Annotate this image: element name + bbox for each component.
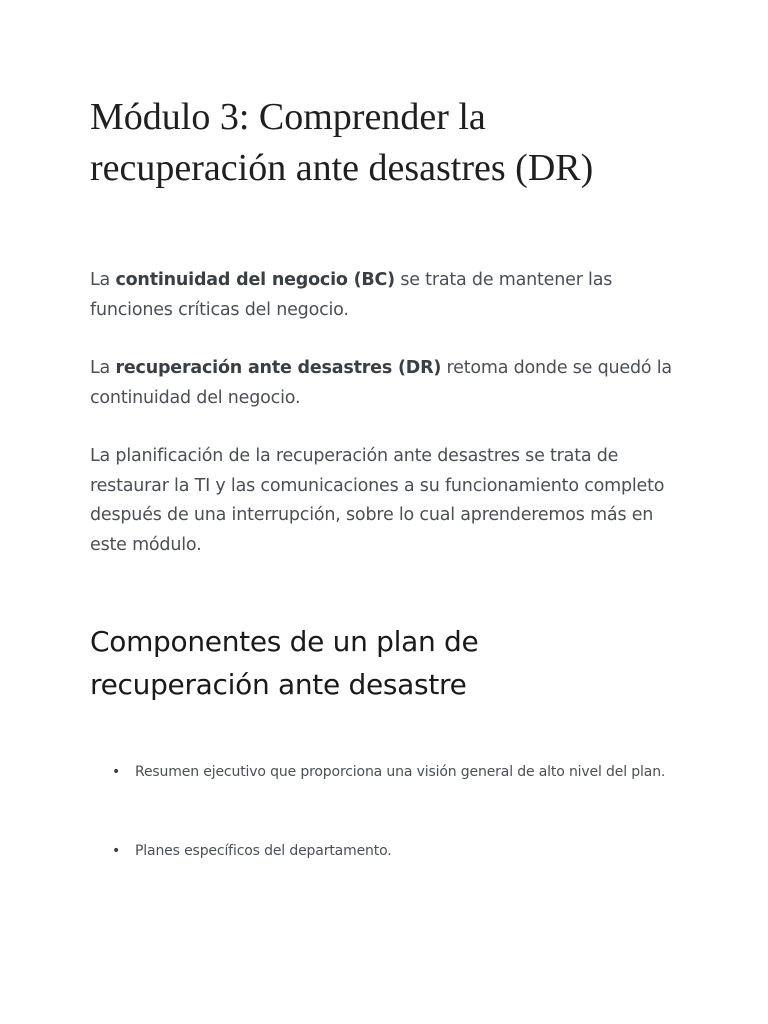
paragraph-suffix: retoma donde se quedó la continuidad del negocio.: [90, 358, 672, 408]
paragraph-disaster-recovery: [90, 354, 690, 413]
section-heading-line-2: recuperación ante desastre: [90, 668, 467, 701]
term-business-continuity: continuidad del negocio (BC): [115, 270, 395, 290]
paragraph-business-continuity: [90, 266, 690, 325]
bullet-icon: •: [112, 764, 121, 780]
page-title-line-2: recuperación ante desastres (DR): [90, 147, 594, 189]
term-disaster-recovery: recuperación ante desastres (DR): [115, 358, 442, 378]
page-title-line-1: Módulo 3: Comprender la: [90, 96, 486, 138]
section-heading-line-1: Componentes de un plan de: [90, 625, 479, 658]
list-item-text: Resumen ejecutivo que proporciona una visión general de alto nivel del plan.: [135, 764, 666, 780]
bullet-icon: •: [112, 843, 121, 859]
paragraph-prefix: La: [90, 358, 116, 378]
page-title: [90, 92, 690, 194]
section-heading: [90, 620, 690, 706]
list-item-text: Planes específicos del departamento.: [135, 843, 392, 859]
paragraph-dr-planning: La planificación de la recuperación ante desastres se trata de restaurar la TI y las comunicaciones a su funcionamiento completo después de una interrupción, sobre lo cual aprenderemos más en este módulo.: [90, 446, 665, 555]
paragraph-suffix: se trata de mantener las funciones críticas del negocio.: [90, 270, 613, 320]
paragraph-prefix: La: [90, 270, 116, 290]
